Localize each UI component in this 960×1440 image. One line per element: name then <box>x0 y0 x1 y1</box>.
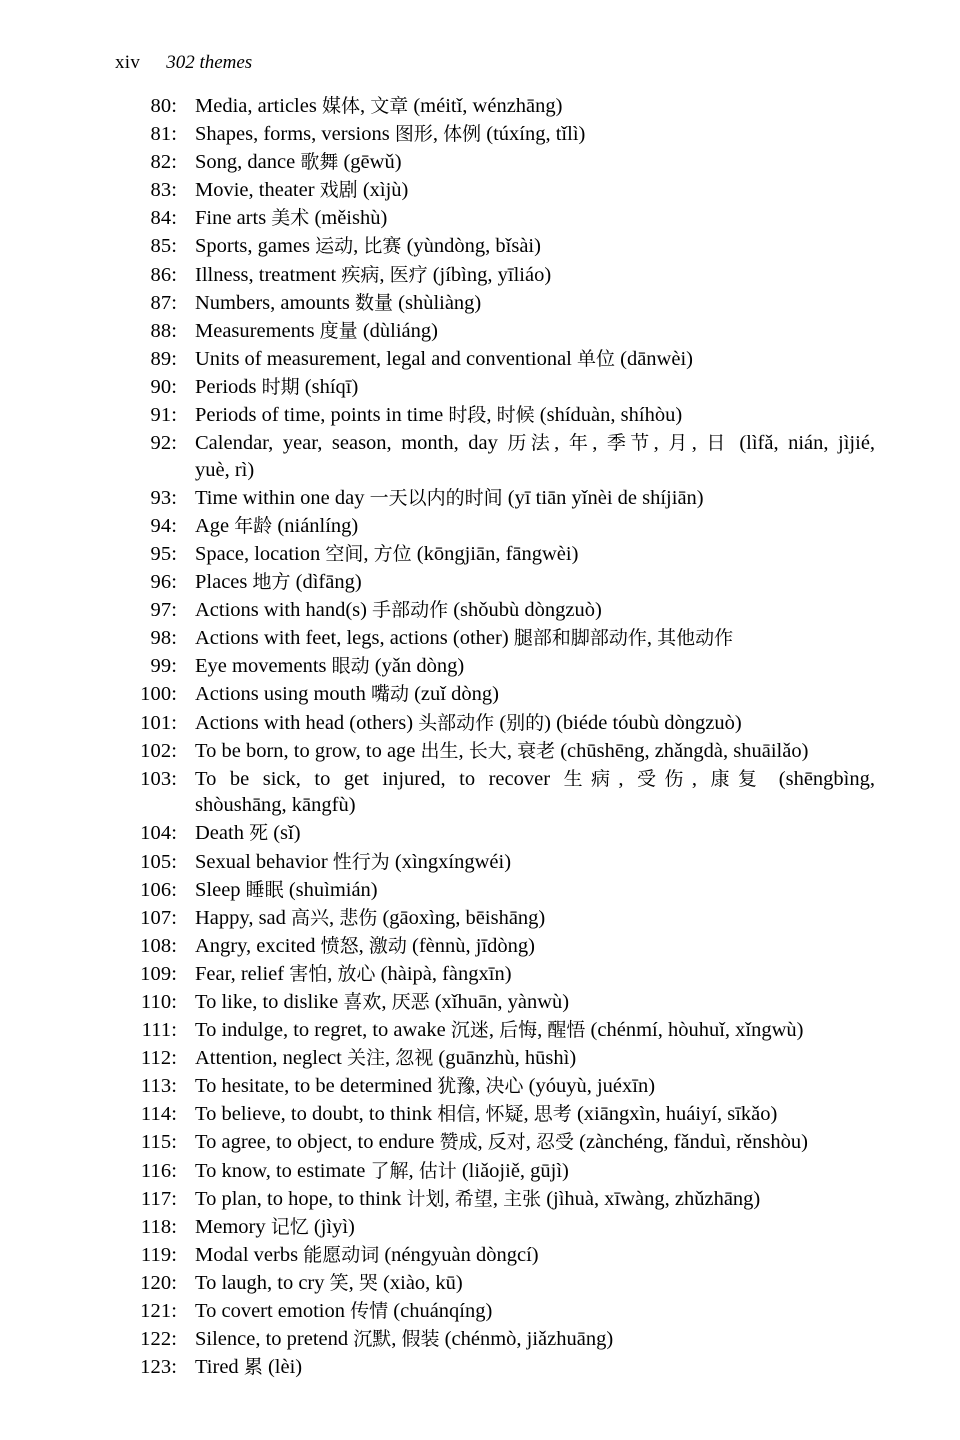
theme-label-line: Media, articles 媒体, 文章 (méitǐ, wénzhāng) <box>195 95 563 117</box>
theme-entry <box>115 820 875 847</box>
theme-label-line: To indulge, to regret, to awake 沉迷, 后悔, 醒悟 (chénmí, hòuhuǐ, xǐngwù) <box>195 1019 804 1042</box>
theme-entry <box>115 1214 875 1241</box>
theme-label-line: Sports, games 运动, 比赛 (yùndòng, bǐsài) <box>195 235 541 258</box>
chinese-text: 年 <box>568 432 593 455</box>
theme-entry <box>115 905 875 932</box>
chinese-text: 地方 <box>252 571 291 594</box>
theme-label-line: Actions using mouth 嘴动 (zuǐ dòng) <box>195 683 499 706</box>
theme-label <box>195 374 875 401</box>
theme-number: 97: <box>150 599 177 622</box>
theme-label <box>195 1017 875 1044</box>
theme-label <box>195 1045 875 1072</box>
chinese-text: 沉迷 <box>450 1019 489 1042</box>
chinese-text: 数量 <box>355 291 394 314</box>
chinese-text: 单位 <box>576 347 615 370</box>
theme-entry <box>115 1242 875 1269</box>
theme-entry <box>115 485 875 512</box>
theme-number: 81: <box>150 123 177 146</box>
chinese-text: 比赛 <box>363 235 402 258</box>
chinese-text: 一天以内的时间 <box>369 486 503 509</box>
chinese-text: 媒体 <box>321 95 360 117</box>
chinese-text: 决心 <box>485 1075 524 1098</box>
chinese-text: 记忆 <box>270 1215 309 1238</box>
theme-number: 104: <box>140 822 177 845</box>
theme-label-line: Numbers, amounts 数量 (shùliàng) <box>195 291 482 314</box>
theme-entry <box>115 1045 875 1072</box>
theme-label <box>195 541 875 568</box>
theme-label <box>195 1242 875 1269</box>
theme-label-line: Death 死 (sǐ) <box>195 822 301 845</box>
chinese-text: 歌舞 <box>300 151 339 174</box>
chinese-text: 沉默 <box>353 1328 392 1351</box>
theme-label-line: Calendar, year, season, month, day 历法, 年, 季节, 月, 日 (lìfǎ, nián, jìjié, <box>195 432 876 455</box>
theme-label-line: Modal verbs 能愿动词 (néngyuàn dòngcí) <box>195 1243 539 1266</box>
theme-number: 120: <box>140 1271 177 1294</box>
chinese-text: 嘴动 <box>370 683 409 706</box>
theme-label <box>195 961 875 988</box>
chinese-text: 美术 <box>271 207 310 230</box>
chinese-text: 忍受 <box>536 1131 575 1154</box>
theme-entry <box>115 430 875 483</box>
chinese-text: 出生 <box>420 739 459 762</box>
theme-entry <box>115 1270 875 1297</box>
theme-number: 121: <box>140 1300 177 1323</box>
theme-number: 114: <box>140 1103 177 1126</box>
theme-entry <box>115 121 875 148</box>
chinese-text: 反对 <box>487 1131 526 1154</box>
theme-label <box>195 402 875 429</box>
theme-label-line: To covert emotion 传情 (chuánqíng) <box>195 1300 493 1323</box>
theme-label <box>195 93 875 120</box>
chinese-text: 希望 <box>454 1187 493 1210</box>
theme-label <box>195 710 875 737</box>
theme-entry <box>115 738 875 765</box>
chinese-text: 空间 <box>325 543 364 565</box>
theme-number: 95: <box>150 543 177 565</box>
theme-label-line: To like, to dislike 喜欢, 厌恶 (xǐhuān, yànwù) <box>195 991 570 1013</box>
theme-number: 96: <box>150 571 177 594</box>
theme-entry <box>115 849 875 876</box>
theme-entry <box>115 961 875 988</box>
theme-number: 86: <box>150 263 177 286</box>
theme-number: 118: <box>140 1215 177 1238</box>
theme-label <box>195 205 875 232</box>
theme-number: 116: <box>140 1159 177 1182</box>
theme-label-line: Memory 记忆 (jìyì) <box>195 1215 355 1238</box>
theme-label <box>195 233 875 260</box>
chinese-text: 时候 <box>496 404 535 427</box>
theme-label-line: Periods 时期 (shíqī) <box>195 375 359 398</box>
theme-entry <box>115 513 875 540</box>
theme-entry <box>115 177 875 204</box>
theme-entry <box>115 625 875 652</box>
theme-number: 93: <box>150 486 177 509</box>
theme-label <box>195 877 875 904</box>
chinese-text: 了解 <box>370 1159 409 1182</box>
theme-number: 83: <box>150 179 177 202</box>
theme-label-line: To believe, to doubt, to think 相信, 怀疑, 思考 (xiāngxìn, huáiyí, sīkǎo) <box>195 1103 778 1126</box>
theme-label <box>195 318 875 345</box>
theme-label-line: Sleep 睡眠 (shuìmián) <box>195 878 378 901</box>
theme-label-line: Actions with head (others) 头部动作 (别的) (biéde tóubù dòngzuò) <box>195 711 742 734</box>
chinese-text: 笑 <box>329 1271 349 1294</box>
theme-label-line: yuè, rì) <box>195 458 255 481</box>
theme-label <box>195 1186 875 1213</box>
running-head <box>115 52 252 74</box>
theme-number: 122: <box>140 1328 177 1351</box>
theme-entry <box>115 597 875 624</box>
theme-label <box>195 430 875 483</box>
theme-label-line: Fear, relief 害怕, 放心 (hàipà, fàngxīn) <box>195 962 512 985</box>
chinese-text: 悲伤 <box>339 906 378 929</box>
theme-number: 123: <box>140 1356 177 1379</box>
chinese-text: 腿部和脚部动作 <box>513 627 647 650</box>
theme-label <box>195 681 875 708</box>
chinese-text: 体例 <box>443 123 482 146</box>
theme-entry <box>115 374 875 401</box>
theme-entry <box>115 1073 875 1100</box>
chinese-text: 激动 <box>368 934 407 957</box>
theme-entry <box>115 541 875 568</box>
theme-label <box>195 653 875 680</box>
theme-label-line: To know, to estimate 了解, 估计 (liǎojiě, gūjì) <box>195 1159 569 1182</box>
theme-entry <box>115 93 875 120</box>
chinese-text: 年龄 <box>234 514 273 537</box>
theme-label-line: Happy, sad 高兴, 悲伤 (gāoxìng, bēishāng) <box>195 906 546 929</box>
chinese-text: 害怕 <box>289 962 328 985</box>
theme-number: 91: <box>150 404 177 427</box>
theme-number: 94: <box>150 514 177 537</box>
chinese-text: 康复 <box>710 767 766 790</box>
theme-label-line: To be sick, to get injured, to recover 生病, 受伤, 康复 (shēngbìng, <box>195 767 876 790</box>
theme-entry <box>115 877 875 904</box>
chinese-text: 厌恶 <box>391 991 430 1013</box>
theme-label-line: Movie, theater 戏剧 (xìjù) <box>195 179 409 202</box>
theme-label <box>195 738 875 765</box>
chinese-text: 思考 <box>533 1103 572 1126</box>
theme-number: 84: <box>150 207 177 230</box>
chinese-text: 能愿动词 <box>303 1243 380 1266</box>
theme-number: 82: <box>150 151 177 174</box>
theme-entry <box>115 402 875 429</box>
chinese-text: 死 <box>249 822 269 845</box>
theme-label <box>195 820 875 847</box>
theme-label-line: Tired 累 (lèi) <box>195 1356 303 1379</box>
theme-entry <box>115 318 875 345</box>
chinese-text: 怀疑 <box>485 1103 524 1126</box>
theme-label-line: Actions with hand(s) 手部动作 (shǒubù dòngzuò) <box>195 599 602 622</box>
theme-list <box>115 93 875 1382</box>
theme-label <box>195 905 875 932</box>
theme-number: 92: <box>150 432 177 455</box>
theme-entry <box>115 1101 875 1128</box>
chinese-text: 季节 <box>606 432 654 455</box>
theme-number: 88: <box>150 319 177 342</box>
chinese-text: 别的 <box>506 711 545 734</box>
theme-label <box>195 1326 875 1353</box>
chinese-text: 生病 <box>563 767 619 790</box>
theme-entry <box>115 1354 875 1381</box>
chinese-text: 累 <box>243 1356 263 1379</box>
chinese-text: 头部动作 <box>418 711 495 734</box>
theme-label <box>195 513 875 540</box>
theme-number: 108: <box>140 934 177 957</box>
theme-entry <box>115 989 875 1016</box>
theme-entry <box>115 1326 875 1353</box>
theme-entry <box>115 149 875 176</box>
theme-label <box>195 177 875 204</box>
theme-label <box>195 1354 875 1381</box>
theme-number: 115: <box>140 1131 177 1154</box>
theme-label-line: Attention, neglect 关注, 忽视 (guānzhù, hūshì) <box>195 1047 577 1070</box>
theme-number: 103: <box>140 767 177 790</box>
theme-label-line: Places 地方 (dìfāng) <box>195 571 362 594</box>
chinese-text: 手部动作 <box>372 599 449 622</box>
theme-label-line: To plan, to hope, to think 计划, 希望, 主张 (jìhuà, xīwàng, zhǔzhāng) <box>195 1187 761 1210</box>
theme-label-line: To laugh, to cry 笑, 哭 (xiào, kū) <box>195 1271 463 1294</box>
chinese-text: 醒悟 <box>547 1019 586 1042</box>
chinese-text: 相信 <box>437 1103 476 1126</box>
theme-label <box>195 1298 875 1325</box>
theme-label <box>195 1214 875 1241</box>
chinese-text: 计划 <box>406 1187 445 1210</box>
chinese-text: 赞成 <box>439 1131 478 1154</box>
theme-number: 102: <box>140 739 177 762</box>
chinese-text: 假装 <box>401 1328 440 1351</box>
chinese-text: 愤怒 <box>320 934 359 957</box>
chinese-text: 运动 <box>315 235 354 258</box>
theme-entry <box>115 653 875 680</box>
theme-label-line: To hesitate, to be determined 犹豫, 决心 (yóuyù, juéxīn) <box>195 1075 656 1098</box>
chinese-text: 喜欢 <box>343 991 382 1013</box>
theme-label-line: Space, location 空间, 方位 (kōngjiān, fāngwèi) <box>195 543 579 565</box>
theme-label-line: Measurements 度量 (dùliáng) <box>195 319 438 342</box>
chinese-text: 睡眠 <box>245 878 284 901</box>
chinese-text: 哭 <box>358 1271 378 1294</box>
theme-entry <box>115 1129 875 1156</box>
chinese-text: 疾病 <box>341 263 380 286</box>
theme-number: 100: <box>140 683 177 706</box>
theme-label <box>195 1129 875 1156</box>
theme-number: 99: <box>150 655 177 678</box>
theme-label <box>195 849 875 876</box>
theme-label-line: Actions with feet, legs, actions (other) 腿部和脚部动作, 其他动作 <box>195 627 734 650</box>
theme-number: 111: <box>141 1019 177 1042</box>
theme-label <box>195 149 875 176</box>
chinese-text: 忽视 <box>395 1047 434 1070</box>
theme-entry <box>115 933 875 960</box>
theme-number: 98: <box>150 627 177 650</box>
theme-number: 117: <box>140 1187 177 1210</box>
theme-label-line: Song, dance 歌舞 (gēwǔ) <box>195 151 402 174</box>
chinese-text: 后悔 <box>499 1019 538 1042</box>
theme-label <box>195 290 875 317</box>
theme-label-line: To agree, to object, to endure 赞成, 反对, 忍受 (zànchéng, fǎnduì, rěnshòu) <box>195 1131 808 1154</box>
theme-label <box>195 766 875 819</box>
chinese-text: 衰老 <box>517 739 556 762</box>
chinese-text: 时段 <box>448 404 487 427</box>
theme-label-line: Age 年龄 (niánlíng) <box>195 514 359 537</box>
theme-number: 89: <box>150 347 177 370</box>
chinese-text: 其他动作 <box>657 627 734 650</box>
theme-label-line: Shapes, forms, versions 图形, 体例 (túxíng, tǐlì) <box>195 123 586 146</box>
chinese-text: 估计 <box>418 1159 457 1182</box>
chinese-text: 时期 <box>261 375 300 398</box>
chinese-text: 医疗 <box>389 263 428 286</box>
chinese-text: 度量 <box>319 319 358 342</box>
theme-label <box>195 1101 875 1128</box>
theme-label-line: Illness, treatment 疾病, 医疗 (jíbìng, yīliáo) <box>195 263 552 286</box>
theme-label-line: To be born, to grow, to age 出生, 长大, 衰老 (chūshēng, zhǎngdà, shuāilǎo) <box>195 739 809 762</box>
theme-number: 105: <box>140 850 177 873</box>
theme-entry <box>115 1298 875 1325</box>
theme-entry <box>115 205 875 232</box>
theme-number: 90: <box>150 375 177 398</box>
theme-entry <box>115 710 875 737</box>
theme-number: 85: <box>150 235 177 258</box>
chinese-text: 长大 <box>468 739 507 762</box>
theme-label-line: Eye movements 眼动 (yǎn dòng) <box>195 655 465 678</box>
theme-label <box>195 1158 875 1185</box>
theme-entry <box>115 1017 875 1044</box>
theme-label <box>195 121 875 148</box>
theme-label <box>195 569 875 596</box>
chinese-text: 犹豫 <box>437 1075 476 1098</box>
theme-label-line: Sexual behavior 性行为 (xìngxíngwéi) <box>195 850 512 873</box>
chinese-text: 眼动 <box>331 655 370 678</box>
theme-label-line: Units of measurement, legal and conventional 单位 (dānwèi) <box>195 347 693 370</box>
chinese-text: 日 <box>706 432 730 455</box>
theme-number: 112: <box>140 1047 177 1070</box>
theme-entry <box>115 262 875 289</box>
theme-label <box>195 346 875 373</box>
theme-number: 80: <box>150 95 177 117</box>
theme-label <box>195 485 875 512</box>
chinese-text: 受伤 <box>637 767 692 790</box>
theme-label <box>195 989 875 1016</box>
theme-number: 119: <box>140 1243 177 1266</box>
theme-number: 87: <box>150 291 177 314</box>
chinese-text: 方位 <box>373 543 412 565</box>
theme-label <box>195 597 875 624</box>
theme-label <box>195 1073 875 1100</box>
theme-label <box>195 1270 875 1297</box>
chinese-text: 文章 <box>370 95 409 117</box>
page-folio: xiv <box>115 52 141 73</box>
theme-number: 113: <box>140 1075 177 1098</box>
chinese-text: 月 <box>668 432 692 455</box>
theme-label-line: Periods of time, points in time 时段, 时候 (shíduàn, shíhòu) <box>195 404 683 427</box>
chinese-text: 高兴 <box>291 906 330 929</box>
theme-entry <box>115 766 875 819</box>
theme-entry <box>115 346 875 373</box>
theme-label-line: Time within one day 一天以内的时间 (yī tiān yǐnèi de shíjiān) <box>195 486 704 509</box>
theme-label-line: Fine arts 美术 (měishù) <box>195 207 388 230</box>
running-title: 302 themes <box>166 52 253 73</box>
theme-entry <box>115 1186 875 1213</box>
chinese-text: 传情 <box>350 1300 389 1323</box>
chinese-text: 性行为 <box>332 850 390 873</box>
chinese-text: 关注 <box>347 1047 386 1070</box>
theme-label <box>195 933 875 960</box>
theme-label <box>195 625 875 652</box>
theme-number: 106: <box>140 878 177 901</box>
theme-label <box>195 262 875 289</box>
chinese-text: 历法 <box>507 432 555 455</box>
theme-number: 101: <box>140 711 177 734</box>
theme-label-line: Angry, excited 愤怒, 激动 (fènnù, jīdòng) <box>195 934 536 957</box>
theme-entry <box>115 233 875 260</box>
theme-label-line: shòushāng, kāngfù) <box>195 794 356 817</box>
theme-entry <box>115 569 875 596</box>
theme-number: 110: <box>140 991 177 1013</box>
theme-entry <box>115 290 875 317</box>
theme-entry <box>115 1158 875 1185</box>
chinese-text: 图形 <box>394 123 433 146</box>
theme-number: 107: <box>140 906 177 929</box>
chinese-text: 放心 <box>337 962 376 985</box>
theme-number: 109: <box>140 962 177 985</box>
theme-label-line: Silence, to pretend 沉默, 假装 (chénmò, jiǎzhuāng) <box>195 1328 614 1351</box>
chinese-text: 主张 <box>503 1187 542 1210</box>
theme-entry <box>115 681 875 708</box>
chinese-text: 戏剧 <box>319 179 358 202</box>
